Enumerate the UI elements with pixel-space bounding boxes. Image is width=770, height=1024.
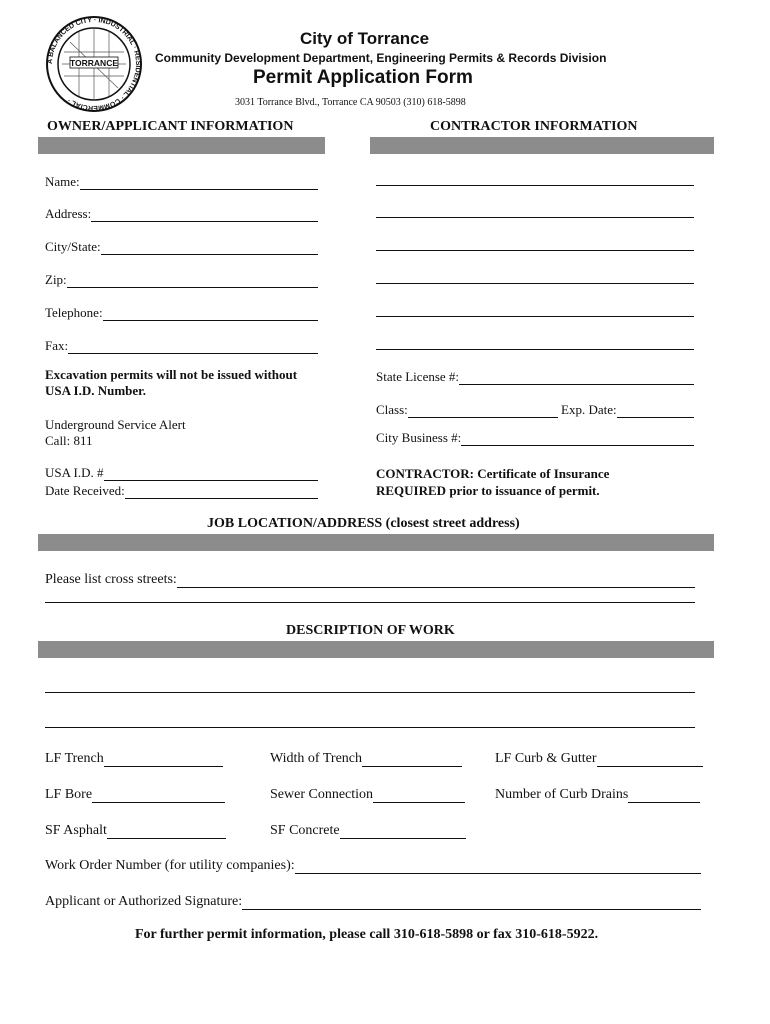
description-bar (38, 641, 714, 658)
owner-name-label: Name: (45, 174, 80, 189)
state-license-label: State License #: (376, 369, 460, 384)
lf-trench-label: LF Trench (45, 751, 104, 766)
description-line-2[interactable] (45, 727, 695, 728)
lf-bore-label: LF Bore (45, 787, 93, 802)
contractor-name-line[interactable] (376, 185, 694, 186)
job-location-suffix: (closest street address) (385, 516, 520, 531)
date-received-field[interactable] (45, 481, 318, 499)
contractor-heading-bar (370, 137, 714, 154)
lf-bore-field[interactable] (45, 785, 225, 803)
sf-concrete-label: SF Concrete (270, 823, 340, 838)
owner-zip-field[interactable] (45, 270, 318, 288)
insurance-note-2: REQUIRED prior to issuance of permit. (376, 483, 600, 498)
description-heading: DESCRIPTION OF WORK (286, 623, 455, 638)
width-trench-field[interactable] (270, 749, 462, 767)
svg-text:A BALANCED CITY · INDUSTRIAL ·: A BALANCED CITY · INDUSTRIAL · RESIDENTIAL · COMMERCIAL · (46, 16, 142, 112)
owner-fax-label: Fax: (45, 338, 69, 353)
contractor-zip-line[interactable] (376, 283, 694, 284)
exp-date-label: Exp. Date: (561, 402, 617, 417)
contractor-address-line[interactable] (376, 217, 694, 218)
excavation-note-2: USA I.D. Number. (45, 383, 147, 398)
work-order-label: Work Order Number (for utility companies): (45, 858, 295, 873)
department-subtitle: Community Development Department, Engineering Permits & Records Division (155, 51, 607, 65)
city-business-label: City Business #: (376, 430, 462, 445)
job-location-bar (38, 534, 714, 551)
owner-heading-bar (38, 137, 325, 154)
sf-concrete-field[interactable] (270, 821, 466, 839)
owner-fax-field[interactable] (45, 336, 318, 354)
contractor-telephone-line[interactable] (376, 316, 694, 317)
contractor-city-state-line[interactable] (376, 250, 694, 251)
city-business-field[interactable] (376, 428, 694, 446)
usa-id-label: USA I.D. # (45, 465, 104, 480)
sf-asphalt-field[interactable] (45, 821, 226, 839)
owner-heading: OWNER/APPLICANT INFORMATION (47, 119, 294, 134)
footer-info: For further permit information, please call 310-618-5898 or fax 310-618-5922. (135, 927, 599, 942)
curb-drains-field[interactable] (495, 785, 700, 803)
cross-streets-label: Please list cross streets: (45, 572, 177, 587)
city-seal-logo (34, 12, 154, 112)
signature-field[interactable] (45, 892, 701, 910)
sewer-field[interactable] (270, 785, 465, 803)
lf-trench-field[interactable] (45, 749, 223, 767)
owner-address-label: Address: (45, 206, 92, 221)
owner-address-field[interactable] (45, 204, 318, 222)
owner-name-field[interactable] (45, 172, 318, 190)
cross-streets-field[interactable] (45, 570, 695, 588)
job-location-heading (207, 516, 520, 532)
description-line-1[interactable] (45, 692, 695, 693)
usa-alert-text: Underground Service Alert (45, 417, 186, 432)
state-license-field[interactable] (376, 367, 694, 385)
owner-city-state-field[interactable] (45, 237, 318, 255)
lf-curb-field[interactable] (495, 749, 703, 767)
class-label: Class: (376, 402, 408, 417)
owner-telephone-field[interactable] (45, 303, 318, 321)
contractor-heading: CONTRACTOR INFORMATION (430, 119, 638, 134)
usa-call-text: Call: 811 (45, 433, 93, 448)
sewer-label: Sewer Connection (270, 787, 374, 802)
signature-label: Applicant or Authorized Signature: (45, 894, 243, 909)
sf-asphalt-label: SF Asphalt (45, 823, 107, 838)
lf-curb-label: LF Curb & Gutter (495, 751, 597, 766)
work-order-field[interactable] (45, 856, 701, 874)
owner-city-state-label: City/State: (45, 239, 101, 254)
class-field[interactable] (376, 400, 558, 418)
job-location-title: JOB LOCATION/ADDRESS (207, 516, 383, 531)
owner-zip-label: Zip: (45, 272, 67, 287)
date-received-label: Date Received: (45, 483, 125, 498)
exp-date-field[interactable] (561, 400, 694, 418)
usa-id-field[interactable] (45, 463, 318, 481)
svg-text:TORRANCE: TORRANCE (69, 58, 119, 68)
office-address: 3031 Torrance Blvd., Torrance CA 90503 (310) 618-5898 (235, 97, 466, 108)
city-title: City of Torrance (300, 29, 430, 48)
excavation-note: Excavation permits will not be issued without (45, 367, 298, 382)
cross-streets-line-2[interactable] (45, 602, 695, 603)
owner-telephone-label: Telephone: (45, 305, 103, 320)
insurance-note: CONTRACTOR: Certificate of Insurance (376, 466, 610, 481)
curb-drains-label: Number of Curb Drains (495, 787, 629, 802)
form-title: Permit Application Form (253, 67, 473, 88)
contractor-fax-line[interactable] (376, 349, 694, 350)
width-trench-label: Width of Trench (270, 751, 362, 766)
